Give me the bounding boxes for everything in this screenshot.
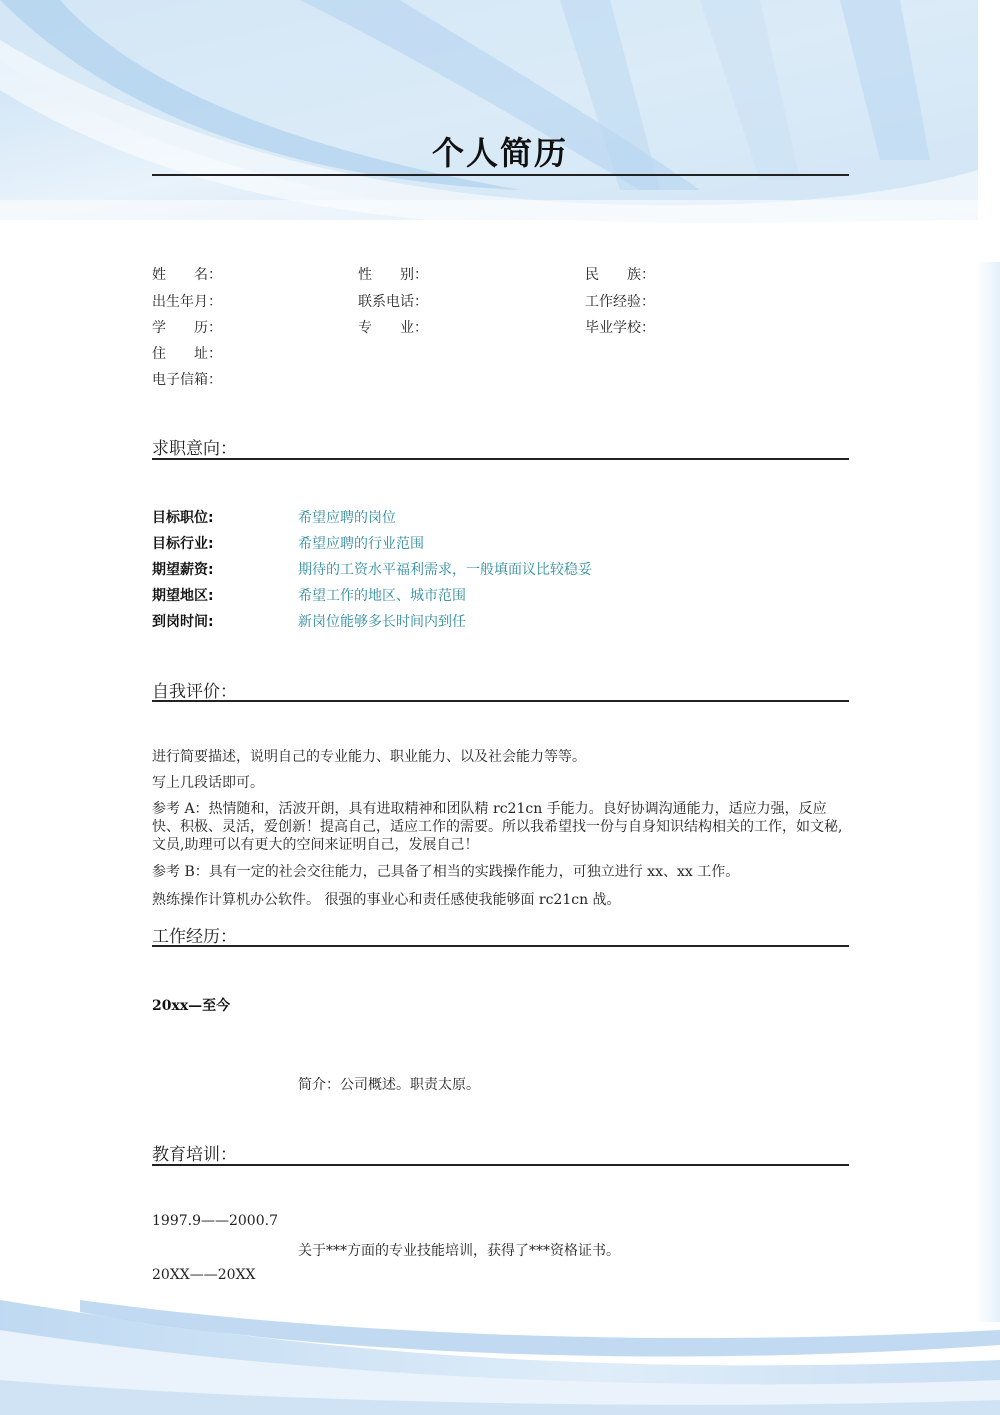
- self-eval-paragraph: 参考 B：具有一定的社会交往能力，己具备了相当的实践操作能力，可独立进行 xx、xx 工作。: [152, 864, 740, 880]
- work-heading: 工作经历：: [152, 927, 237, 947]
- self-eval-paragraph: 熟练操作计算机办公软件。 很强的事业心和责任感使我能够面 rc21cn 战。: [152, 892, 621, 908]
- intent-label-industry: 目标行业:: [152, 536, 214, 552]
- intent-value-region: 希望工作的地区、城市范围: [298, 588, 466, 604]
- job-intent-heading: 求职意向：: [152, 439, 237, 459]
- name-label: 姓 名：: [152, 267, 222, 283]
- gender-label: 性 别：: [358, 267, 428, 283]
- self-eval-heading: 自我评价：: [152, 682, 237, 702]
- education-description: 关于***方面的专业技能培训，获得了***资格证书。: [298, 1243, 620, 1259]
- intent-label-salary: 期望薪资:: [152, 562, 214, 578]
- intent-value-salary: 期待的工资水平福利需求，一般填面议比较稳妥: [298, 562, 592, 578]
- intent-value-position: 希望应聘的岗位: [298, 510, 396, 526]
- birth-label: 出生年月：: [152, 294, 222, 310]
- self-eval-paragraph: 写上几段话即可。: [152, 775, 264, 791]
- education-period: 1997.9——2000.7: [152, 1213, 278, 1229]
- school-label: 毕业学校：: [585, 320, 655, 336]
- phone-label: 联系电话：: [358, 294, 428, 310]
- intent-label-start: 到岗时间:: [152, 614, 214, 630]
- email-label: 电子信箱：: [152, 372, 222, 388]
- education-label: 学 历：: [152, 320, 222, 336]
- intent-label-position: 目标职位:: [152, 510, 214, 526]
- education-heading: 教育培训：: [152, 1145, 237, 1165]
- self-eval-paragraph: 参考 A：热情随和，活波开朗，具有进取精神和团队精 rc21cn 手能力。良好协调沟通能力，适应力强，反应快、积极、灵活，爱创新！提高自己，适应工作的需要。所以我希望找一份与自身知识结构相关的工作，如文秘,文员,助理可以有更大的空间来证明自己，发展自己！: [152, 801, 843, 853]
- title-rule: [152, 174, 849, 176]
- self-eval-rule: [152, 700, 849, 702]
- self-eval-paragraph: 进行简要描述，说明自己的专业能力、职业能力、以及社会能力等等。: [152, 749, 586, 765]
- major-label: 专 业：: [358, 320, 428, 336]
- ethnicity-label: 民 族：: [585, 267, 655, 283]
- experience-label: 工作经验：: [585, 294, 655, 310]
- work-description: 简介：公司概述。职责太原。: [298, 1077, 480, 1093]
- work-rule: [152, 945, 849, 947]
- work-period: 20xx—至今: [152, 998, 231, 1014]
- intent-value-industry: 希望应聘的行业范围: [298, 536, 424, 552]
- education-period: 20XX——20XX: [152, 1267, 256, 1283]
- education-rule: [152, 1164, 849, 1166]
- intent-label-region: 期望地区:: [152, 588, 214, 604]
- job-intent-rule: [152, 458, 849, 460]
- address-label: 住 址：: [152, 346, 222, 362]
- page-title: 个人简历: [431, 134, 568, 172]
- intent-value-start: 新岗位能够多长时间内到任: [298, 614, 466, 630]
